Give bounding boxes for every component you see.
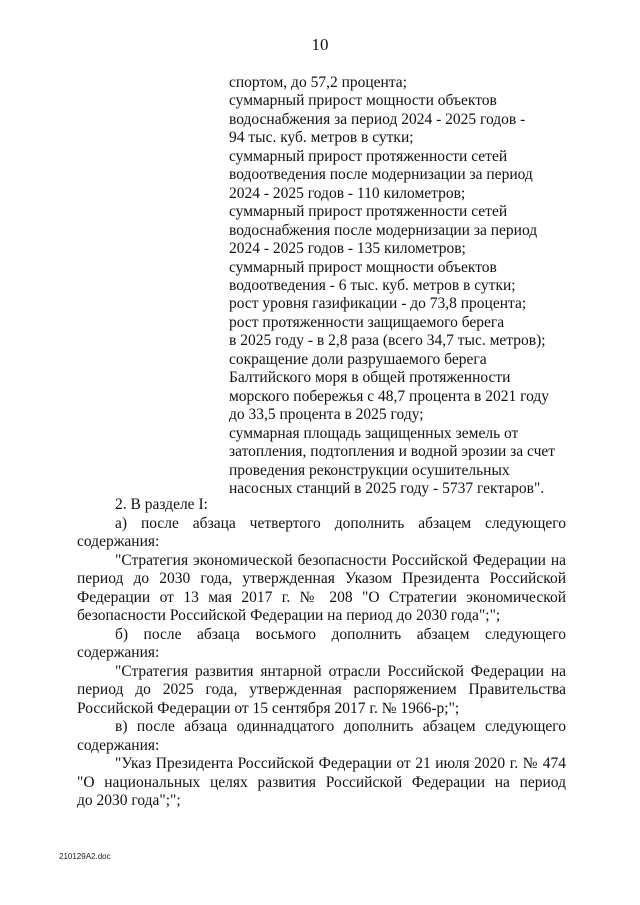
indicator-line: насосных станций в 2025 году - 5737 гектаров". — [229, 479, 545, 497]
amendment-c-text-line: "Указ Президента Российской Федерации от 21 июля 2020 г. № 474 — [115, 755, 566, 772]
indicator-line: водоснабжения после модернизации за период — [229, 221, 538, 239]
amendment-a-text-line: "Стратегия экономической безопасности Российской Федерации на — [115, 551, 566, 569]
amendment-a-text-line: период до 2030 года, утвержденная Указом Президента Российской — [77, 570, 566, 587]
amendment-a-content-label: содержания: — [77, 533, 160, 550]
indicator-line: 2024 - 2025 годов - 135 километров; — [229, 240, 466, 258]
page-number: 10 — [311, 35, 329, 54]
indicator-line: Балтийского моря в общей протяженности — [229, 369, 511, 387]
indicator-line: суммарная площадь защищенных земель от — [229, 424, 519, 442]
indicator-line: до 33,5 процента в 2025 году; — [229, 406, 424, 424]
indicator-line: суммарный прирост протяженности сетей — [229, 203, 508, 221]
indicator-line: 2024 - 2025 годов - 110 километров; — [229, 184, 466, 202]
section-heading: 2. В разделе I: — [115, 496, 208, 513]
section-amendments — [77, 496, 566, 811]
amendment-a-text-line: Федерации от 13 мая 2017 г. № 208 "О Стратегии экономической — [77, 588, 566, 606]
amendment-b-text-line: Российской Федерации от 15 сентября 2017 г. № 1966-р;"; — [77, 699, 460, 717]
indicator-line: сокращение доли разрушаемого берега — [229, 350, 487, 368]
amendment-c-content-label: содержания: — [77, 736, 160, 754]
indicator-line: рост протяженности защищаемого берега — [229, 313, 505, 331]
indicator-line: водоотведения - 6 тыс. куб. метров в сутки; — [229, 276, 516, 294]
amendment-c-intro: в) после абзаца одиннадцатого дополнить абзацем следующего — [115, 718, 566, 735]
indicator-line: спортом, до 57,2 процента; — [229, 74, 407, 91]
indicator-line: рост уровня газификации - до 73,8 процента; — [229, 295, 527, 313]
amendment-a-intro: а) после абзаца четвертого дополнить абзацем следующего — [115, 514, 566, 532]
amendment-b-content-label: содержания: — [77, 644, 160, 661]
amendment-c-text-line: до 2030 года";"; — [77, 792, 181, 809]
indicator-line: суммарный прирост мощности объектов — [229, 92, 497, 110]
amendment-b-intro: б) после абзаца восьмого дополнить абзацем следующего — [115, 625, 566, 643]
amendment-a-text-line: безопасности Российской Федерации на период до 2030 года";"; — [77, 607, 501, 624]
indicator-line: суммарный прирост мощности объектов — [229, 258, 497, 276]
indicator-line: затопления, подтопления и водной эрозии за счет — [229, 443, 556, 461]
indicator-line: водоснабжения за период 2024 - 2025 годов - — [229, 110, 526, 128]
amendment-c-text-line: "О национальных целях развития Российской Федерации на период — [77, 773, 566, 791]
indicator-line: 94 тыс. куб. метров в сутки; — [229, 129, 414, 147]
indicator-line: водоотведения после модернизации за период — [229, 166, 533, 184]
indicator-line: суммарный прирост протяженности сетей — [229, 147, 508, 165]
indicator-line: морского побережья с 48,7 процента в 2021 году — [229, 387, 550, 405]
indicator-line: в 2025 году - в 2,8 раза (всего 34,7 тыс. метров); — [229, 332, 546, 350]
indicator-line: проведения реконструкции осушительных — [229, 461, 510, 479]
amendment-b-text-line: период до 2025 года, утвержденная распоряжением Правительства — [77, 681, 566, 698]
document-file-code: 210129A2.doc — [59, 852, 111, 861]
amendment-b-text-line: "Стратегия развития янтарной отрасли Российской Федерации на — [115, 662, 566, 680]
indented-indicator-list — [229, 74, 559, 498]
